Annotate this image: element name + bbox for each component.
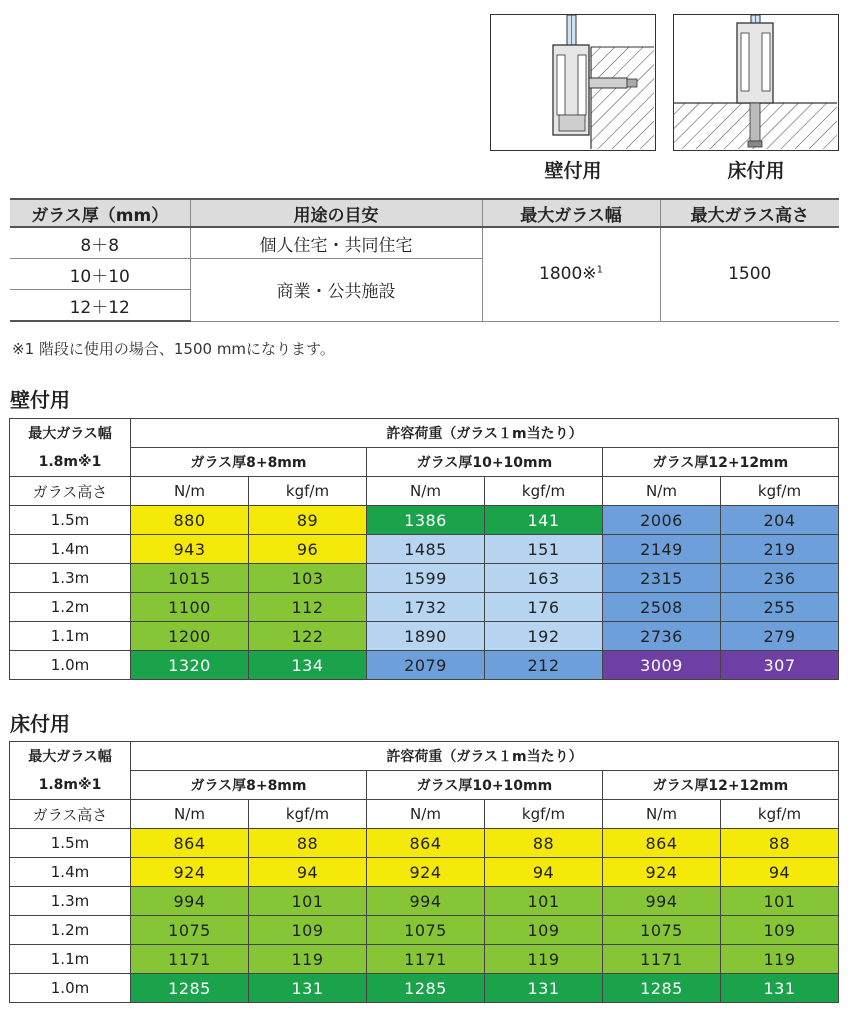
load-value-cell: 2508 xyxy=(603,593,721,622)
load-value-cell: 307 xyxy=(721,651,839,680)
spec-header-row xyxy=(10,199,839,227)
load-value-cell: 88 xyxy=(249,829,367,858)
unit-header: kgf/m xyxy=(721,800,839,829)
load-value-cell: 89 xyxy=(249,506,367,535)
load-value-cell: 103 xyxy=(249,564,367,593)
thickness-cell: 10＋10 xyxy=(10,259,190,290)
max-height-cell: 1500 xyxy=(660,227,839,321)
load-value-cell: 1890 xyxy=(367,622,485,651)
load-value-cell: 212 xyxy=(485,651,603,680)
load-value-cell: 1200 xyxy=(131,622,249,651)
footnote: ※1 階段に使用の場合、1500 mmになります。 xyxy=(12,340,335,358)
load-value-cell: 112 xyxy=(249,593,367,622)
row-height-label: 1.2m xyxy=(10,916,131,945)
load-value-cell: 101 xyxy=(721,887,839,916)
unit-header: N/m xyxy=(367,800,485,829)
floor-mount-diagram xyxy=(673,14,839,151)
wall-section-title: 壁付用 xyxy=(10,388,70,412)
row-height-label: 1.5m xyxy=(10,506,131,535)
glass-height-label: ガラス高さ xyxy=(10,800,131,829)
load-value-cell: 924 xyxy=(367,858,485,887)
load-value-cell: 864 xyxy=(603,829,721,858)
unit-header: kgf/m xyxy=(721,477,839,506)
load-value-cell: 109 xyxy=(721,916,839,945)
table-row xyxy=(10,916,839,945)
load-value-cell: 109 xyxy=(485,916,603,945)
load-value-cell: 236 xyxy=(721,564,839,593)
wall-mount-diagram xyxy=(490,14,656,151)
load-value-cell: 2149 xyxy=(603,535,721,564)
row-height-label: 1.2m xyxy=(10,593,131,622)
load-value-cell: 255 xyxy=(721,593,839,622)
load-value-cell: 994 xyxy=(367,887,485,916)
wall-load-table xyxy=(9,418,839,680)
table-row xyxy=(10,887,839,916)
load-value-cell: 1015 xyxy=(131,564,249,593)
load-value-cell: 279 xyxy=(721,622,839,651)
load-value-cell: 119 xyxy=(485,945,603,974)
row-height-label: 1.3m xyxy=(10,564,131,593)
row-height-label: 1.5m xyxy=(10,829,131,858)
load-value-cell: 3009 xyxy=(603,651,721,680)
table-row xyxy=(10,506,839,535)
load-value-cell: 864 xyxy=(131,829,249,858)
load-value-cell: 163 xyxy=(485,564,603,593)
unit-header: kgf/m xyxy=(485,477,603,506)
load-value-cell: 88 xyxy=(485,829,603,858)
load-value-cell: 880 xyxy=(131,506,249,535)
load-value-cell: 101 xyxy=(485,887,603,916)
header-thickness: ガラス厚（mm） xyxy=(10,199,190,227)
load-value-cell: 2315 xyxy=(603,564,721,593)
max-width-cell xyxy=(482,227,660,321)
load-value-cell: 1485 xyxy=(367,535,485,564)
load-value-cell: 1075 xyxy=(603,916,721,945)
load-value-cell: 1732 xyxy=(367,593,485,622)
unit-header: kgf/m xyxy=(249,800,367,829)
load-value-cell: 1075 xyxy=(367,916,485,945)
table-row xyxy=(10,829,839,858)
floor-section-title: 床付用 xyxy=(10,712,70,736)
table-row xyxy=(10,974,839,1003)
table-row xyxy=(10,945,839,974)
load-value-cell: 1171 xyxy=(603,945,721,974)
load-value-cell: 2079 xyxy=(367,651,485,680)
header-max-height: 最大ガラス高さ xyxy=(660,199,839,227)
load-value-cell: 131 xyxy=(249,974,367,1003)
load-value-cell: 924 xyxy=(603,858,721,887)
unit-header: kgf/m xyxy=(485,800,603,829)
load-value-cell: 1171 xyxy=(131,945,249,974)
usage-cell: 商業・公共施設 xyxy=(190,259,482,322)
glass-thickness-group: ガラス厚10+10mm xyxy=(367,771,603,800)
row-height-label: 1.3m xyxy=(10,887,131,916)
load-value-cell: 109 xyxy=(249,916,367,945)
row-height-label: 1.1m xyxy=(10,622,131,651)
glass-height-label: ガラス高さ xyxy=(10,477,131,506)
load-value-cell: 151 xyxy=(485,535,603,564)
load-value-cell: 204 xyxy=(721,506,839,535)
max-width-footnote-mark: 1 xyxy=(596,264,603,276)
load-value-cell: 176 xyxy=(485,593,603,622)
load-value-cell: 2736 xyxy=(603,622,721,651)
usage-cell: 個人住宅・共同住宅 xyxy=(190,227,482,259)
load-value-cell: 192 xyxy=(485,622,603,651)
row-height-label: 1.4m xyxy=(10,535,131,564)
unit-header: N/m xyxy=(131,477,249,506)
thickness-cell: 8＋8 xyxy=(10,227,190,259)
header-usage: 用途の目安 xyxy=(190,199,482,227)
row-height-label: 1.1m xyxy=(10,945,131,974)
table-row xyxy=(10,858,839,887)
header-max-width: 最大ガラス幅 xyxy=(482,199,660,227)
load-value-cell: 134 xyxy=(249,651,367,680)
load-value-cell: 994 xyxy=(603,887,721,916)
load-value-cell: 141 xyxy=(485,506,603,535)
load-value-cell: 122 xyxy=(249,622,367,651)
load-value-cell: 1386 xyxy=(367,506,485,535)
load-value-cell: 1599 xyxy=(367,564,485,593)
table-row xyxy=(10,535,839,564)
allowable-load-title: 許容荷重（ガラス１m当たり） xyxy=(131,419,839,448)
load-value-cell: 131 xyxy=(485,974,603,1003)
max-width-label: 最大ガラス幅 xyxy=(10,742,131,771)
wall-mount-section-icon xyxy=(491,15,654,149)
floor-load-table xyxy=(9,741,839,1003)
load-value-cell: 119 xyxy=(721,945,839,974)
load-value-cell: 1100 xyxy=(131,593,249,622)
load-value-cell: 943 xyxy=(131,535,249,564)
load-value-cell: 219 xyxy=(721,535,839,564)
glass-thickness-group: ガラス厚12+12mm xyxy=(603,448,839,477)
table-row xyxy=(10,564,839,593)
max-width-value-label: 1.8m※1 xyxy=(10,771,131,800)
load-value-cell: 119 xyxy=(249,945,367,974)
allowable-load-title: 許容荷重（ガラス１m当たり） xyxy=(131,742,839,771)
load-value-cell: 1285 xyxy=(367,974,485,1003)
glass-thickness-group: ガラス厚8+8mm xyxy=(131,448,367,477)
load-value-cell: 1285 xyxy=(131,974,249,1003)
load-value-cell: 101 xyxy=(249,887,367,916)
floor-mount-caption: 床付用 xyxy=(727,160,785,182)
max-width-value: 1800※ xyxy=(539,264,597,285)
load-value-cell: 94 xyxy=(249,858,367,887)
unit-header: N/m xyxy=(603,477,721,506)
load-value-cell: 94 xyxy=(485,858,603,887)
load-value-cell: 88 xyxy=(721,829,839,858)
row-height-label: 1.0m xyxy=(10,651,131,680)
floor-mount-section-icon xyxy=(674,15,837,149)
max-width-value-label: 1.8m※1 xyxy=(10,448,131,477)
table-row xyxy=(10,651,839,680)
load-value-cell: 2006 xyxy=(603,506,721,535)
unit-header: N/m xyxy=(603,800,721,829)
row-height-label: 1.4m xyxy=(10,858,131,887)
unit-header: N/m xyxy=(367,477,485,506)
load-value-cell: 924 xyxy=(131,858,249,887)
table-row xyxy=(10,593,839,622)
load-value-cell: 994 xyxy=(131,887,249,916)
row-height-label: 1.0m xyxy=(10,974,131,1003)
max-width-label: 最大ガラス幅 xyxy=(10,419,131,448)
load-value-cell: 1171 xyxy=(367,945,485,974)
glass-thickness-group: ガラス厚8+8mm xyxy=(131,771,367,800)
table-row xyxy=(10,622,839,651)
load-value-cell: 131 xyxy=(721,974,839,1003)
load-value-cell: 1320 xyxy=(131,651,249,680)
load-value-cell: 1075 xyxy=(131,916,249,945)
glass-thickness-group: ガラス厚10+10mm xyxy=(367,448,603,477)
unit-header: N/m xyxy=(131,800,249,829)
load-value-cell: 94 xyxy=(721,858,839,887)
spec-row xyxy=(10,227,839,259)
spec-table xyxy=(10,198,839,322)
wall-mount-caption: 壁付用 xyxy=(544,160,602,182)
glass-thickness-group: ガラス厚12+12mm xyxy=(603,771,839,800)
load-value-cell: 96 xyxy=(249,535,367,564)
load-value-cell: 1285 xyxy=(603,974,721,1003)
load-value-cell: 864 xyxy=(367,829,485,858)
unit-header: kgf/m xyxy=(249,477,367,506)
thickness-cell: 12＋12 xyxy=(10,290,190,322)
